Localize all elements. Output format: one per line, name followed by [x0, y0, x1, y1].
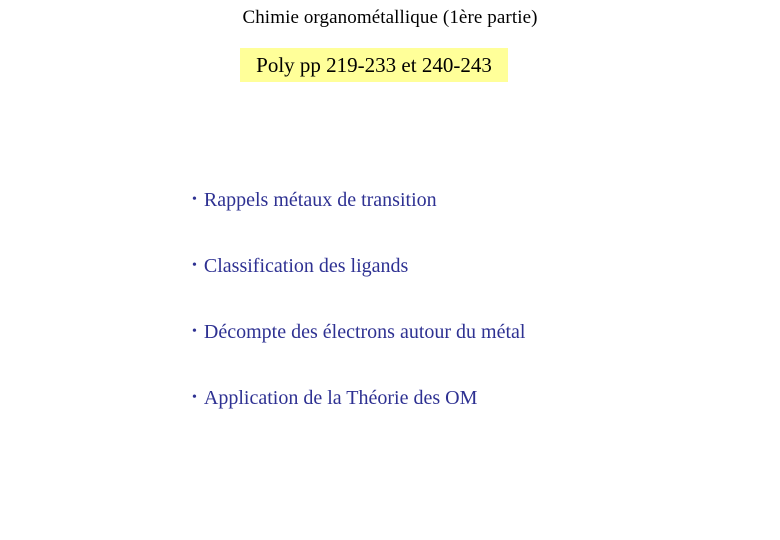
bullet-text: Application de la Théorie des OM: [203, 387, 478, 409]
bullet-dot-icon: •: [192, 324, 197, 339]
reference-highlight-box: [240, 48, 508, 82]
reference-text: Poly pp 219-233 et 240-243: [256, 52, 492, 77]
bullet-dot-icon: •: [192, 258, 197, 273]
bullet-item-decompte: [192, 318, 525, 384]
bullet-item-application: [192, 384, 525, 450]
bullet-text-suffix: autour du métal: [394, 321, 526, 343]
bullet-item-rappels: [192, 186, 525, 252]
bullet-text: [204, 318, 526, 346]
bullet-item-classification: [192, 252, 525, 318]
bullet-text-main: Décompte des électrons: [203, 321, 395, 343]
bullet-list: [192, 186, 525, 450]
bullet-dot-icon: •: [192, 192, 197, 207]
bullet-text: Rappels métaux de transition: [203, 189, 437, 211]
bullet-text: Classification des ligands: [203, 255, 409, 277]
slide-title: Chimie organométallique (1ère partie): [242, 7, 538, 28]
bullet-dot-icon: •: [192, 390, 197, 405]
